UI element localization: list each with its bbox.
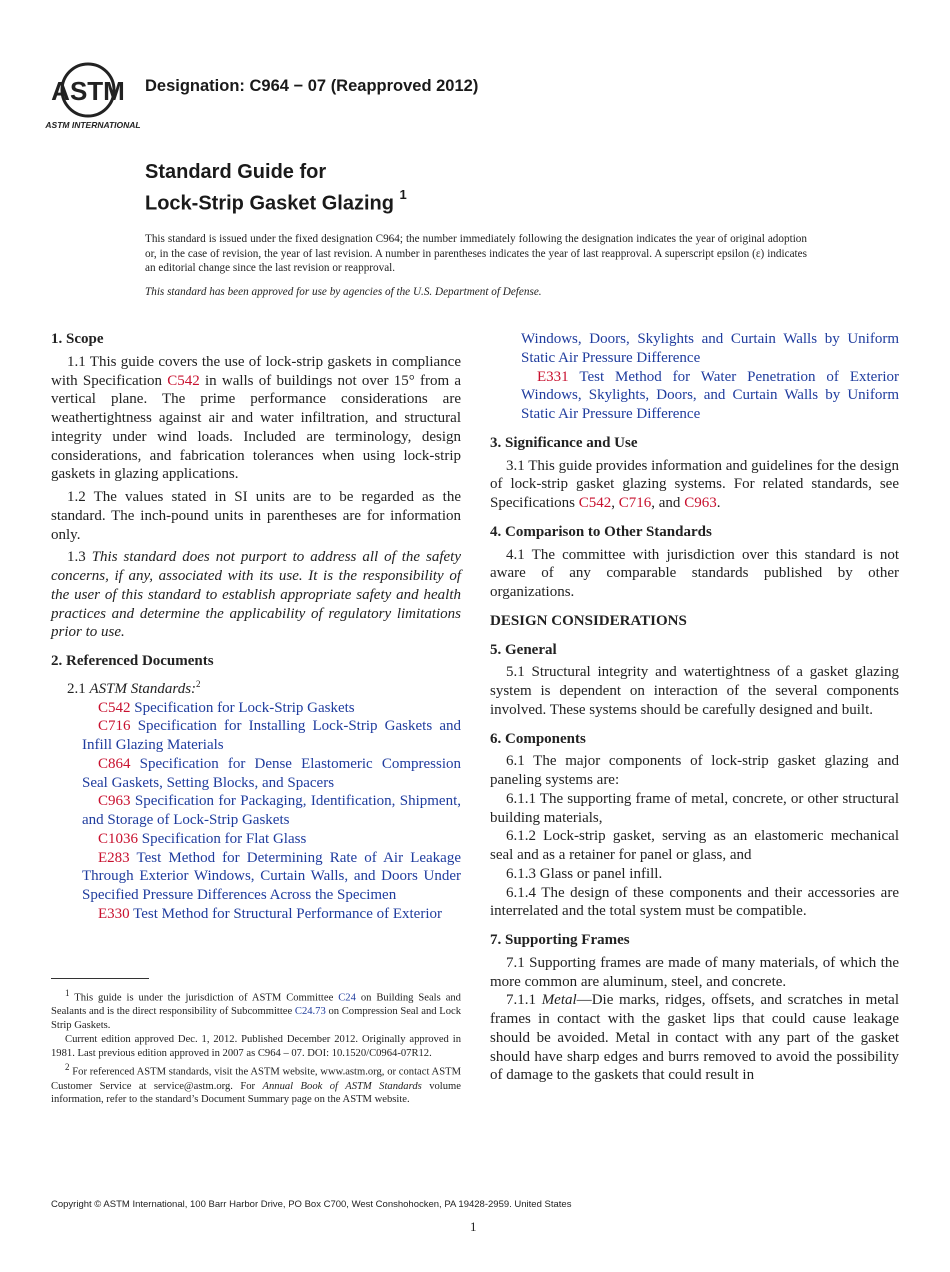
designation: Designation: C964 − 07 (Reapproved 2012) — [145, 77, 479, 95]
footnotes — [51, 987, 461, 1107]
page-title — [145, 160, 407, 217]
reference-item-c716[interactable]: C716 Specification for Installing Lock-Strip Gaskets and Infill Glazing Materials — [82, 718, 461, 753]
scope-para-1: 1.1 This guide covers the use of lock-strip gaskets in compliance with Specification C542 in walls of buildings not over 15° from a vertical plane. The prime performance considerations are weathertightness against air and water infiltration, and structural integrity under wind loads. Included are terminology, design considerations, and fabrication tolerances when using lock-strip gaskets in glazing applications. — [51, 353, 461, 483]
reference-list — [51, 699, 461, 924]
section-heading-components: 6. Components — [490, 730, 586, 747]
section-heading-general: 5. General — [490, 641, 557, 658]
reference-item-c864[interactable]: C864 Specification for Dense Elastomeric Compression Seal Gaskets, Setting Blocks, and Spacers — [82, 755, 461, 791]
link-c542-b[interactable]: C542 — [578, 495, 612, 511]
left-column — [51, 330, 461, 924]
logo-text: ASTM INTERNATIONAL — [45, 120, 141, 130]
footnote-1: $^1$ This guide is under the jurisdiction of ASTM Committee C24 on Building Seals and Sealants and is the direct responsibility of Subcommittee C24.73 on Compression Seal and Lock Strip Gaskets. — [51, 988, 461, 1032]
section-heading-significance: 3. Significance and Use — [490, 434, 638, 451]
components-para-1: 6.1 The major components of lock-strip gasket glazing and paneling systems are: — [490, 753, 899, 788]
scope-para-2: 1.2 The values stated in SI units are to be regarded as the standard. The inch-pound units in parentheses are for information only. — [51, 489, 461, 543]
right-column — [490, 330, 899, 1085]
components-para-2: 6.1.1 The supporting frame of metal, concrete, or other structural building materials, — [490, 790, 899, 826]
link-c963[interactable]: C963 — [684, 495, 717, 511]
title-footnote-mark: 1 — [399, 187, 407, 202]
link-c24[interactable]: C24 — [338, 992, 356, 1004]
footnote-2: $^2$ For referenced ASTM standards, visit the ASTM website, www.astm.org, or contact ASTM Customer Service at service@astm.org. For Annual Book of ASTM Standards volume information, refer to the standard’s Document Summary page on the ASTM website. — [51, 1062, 461, 1106]
reference-item-e330-cont[interactable]: Windows, Doors, Skylights and Curtain Walls by Uniform Static Air Pressure Difference — [521, 331, 899, 366]
reference-item-e331[interactable]: E331 Test Method for Water Penetration of Exterior Windows, Skylights, Doors, and Curtain Walls by Uniform Static Air Pressure Difference — [521, 368, 899, 422]
components-para-5: 6.1.4 The design of these components and their accessories are interrelated and the total system must be compatible. — [490, 884, 899, 920]
significance-para-1: 3.1 This guide provides information and guidelines for the design of lock-strip gasket glazing systems. For related standards, see Specifications C542, C716, and C963. — [490, 457, 899, 511]
link-c542[interactable]: C542 — [167, 372, 200, 389]
reference-item-e330[interactable]: E330 Test Method for Structural Performance of Exterior — [98, 905, 442, 922]
section-heading-scope: 1. Scope — [51, 331, 104, 347]
section-heading-comparison: 4. Comparison to Other Standards — [490, 523, 712, 540]
comparison-para-1: 4.1 The committee with jurisdiction over this standard is not aware of any comparable standards published by other organizations. — [490, 546, 899, 600]
astm-logo — [45, 60, 141, 132]
frames-para-1: 7.1 Supporting frames are made of many materials, of which the more common are aluminum, steel, and concrete. — [490, 954, 899, 990]
footnote-divider — [51, 978, 149, 979]
link-c24-73[interactable]: C24.73 — [294, 1006, 326, 1018]
components-para-3: 6.1.2 Lock-strip gasket, serving as an elastomeric mechanical seal and as a retainer for panel or glass, and — [490, 828, 899, 863]
scope-para-3: 1.3 This standard does not purport to address all of the safety concerns, if any, associated with its use. It is the responsibility of the user of this standard to establish appropriate safety and health practices and determine the applicability of regulatory limitations prior to use. — [51, 549, 462, 641]
reference-item-e283[interactable]: E283 Test Method for Determining Rate of Air Leakage Through Exterior Windows, Curtain Walls, and Doors Under Specified Pressure Differences Across the Specimen — [82, 849, 461, 903]
design-considerations-heading: DESIGN CONSIDERATIONS — [490, 612, 687, 629]
footnote-1-edition: Current edition approved Dec. 1, 2012. Published December 2012. Originally approved in 1981. Last previous edition approved in 2007 as C964 – 07. DOI: 10.1520/C0964-07R12. — [51, 1034, 461, 1060]
title-line-2: Lock-Strip Gasket Glazing $^1$ — [145, 187, 407, 215]
copyright: Copyright © ASTM International, 100 Barr Harbor Drive, PO Box C700, West Conshohocken, PA 19428-2959. United States — [51, 1199, 572, 1210]
reference-item-c1036[interactable]: C1036 Specification for Flat Glass — [98, 830, 307, 847]
astm-standards-label: 2.1 ASTM Standards:$^2$ — [67, 678, 201, 697]
link-c716[interactable]: C716 — [618, 495, 652, 511]
page-number: 1 — [470, 1219, 477, 1234]
frames-para-2: 7.1.1 Metal—Die marks, ridges, offsets, and scratches in metal frames in contact with the gasket lips that could cause leakage should be avoided. Metal in contact with any part of the gasket should have sharp edges and burrs removed to avoid the possibility of damage to the gaskets that could result in — [490, 992, 899, 1084]
intro-note — [145, 232, 807, 276]
dod-note: This standard has been approved for use by agencies of the U.S. Department of Defense. — [145, 286, 542, 298]
title-line-1: Standard Guide for — [145, 161, 327, 183]
components-para-4: 6.1.3 Glass or panel infill. — [506, 865, 663, 882]
reference-item-c963[interactable]: C963 Specification for Packaging, Identification, Shipment, and Storage of Lock-Strip Gaskets — [82, 793, 461, 828]
section-heading-frames: 7. Supporting Frames — [490, 932, 630, 948]
general-para-1: 5.1 Structural integrity and watertightness of a gasket glazing system is dependent on interaction of the several components involved. These systems should be carefully designed and built. — [490, 664, 899, 718]
section-heading-refdocs: 2. Referenced Documents — [51, 653, 214, 669]
svg-text:ASTM: ASTM — [51, 76, 125, 106]
reference-item-c542[interactable]: C542 Specification for Lock-Strip Gaskets — [98, 699, 355, 716]
intro-text: This standard is issued under the fixed designation C964; the number immediately following the designation indicates the year of original adoption or, in the case of revision, the year of last revision. A number in parentheses indicates the year of last reapproval. A superscript epsilon (ε) indicates an editorial change since the last revision or reapproval. — [145, 233, 807, 274]
